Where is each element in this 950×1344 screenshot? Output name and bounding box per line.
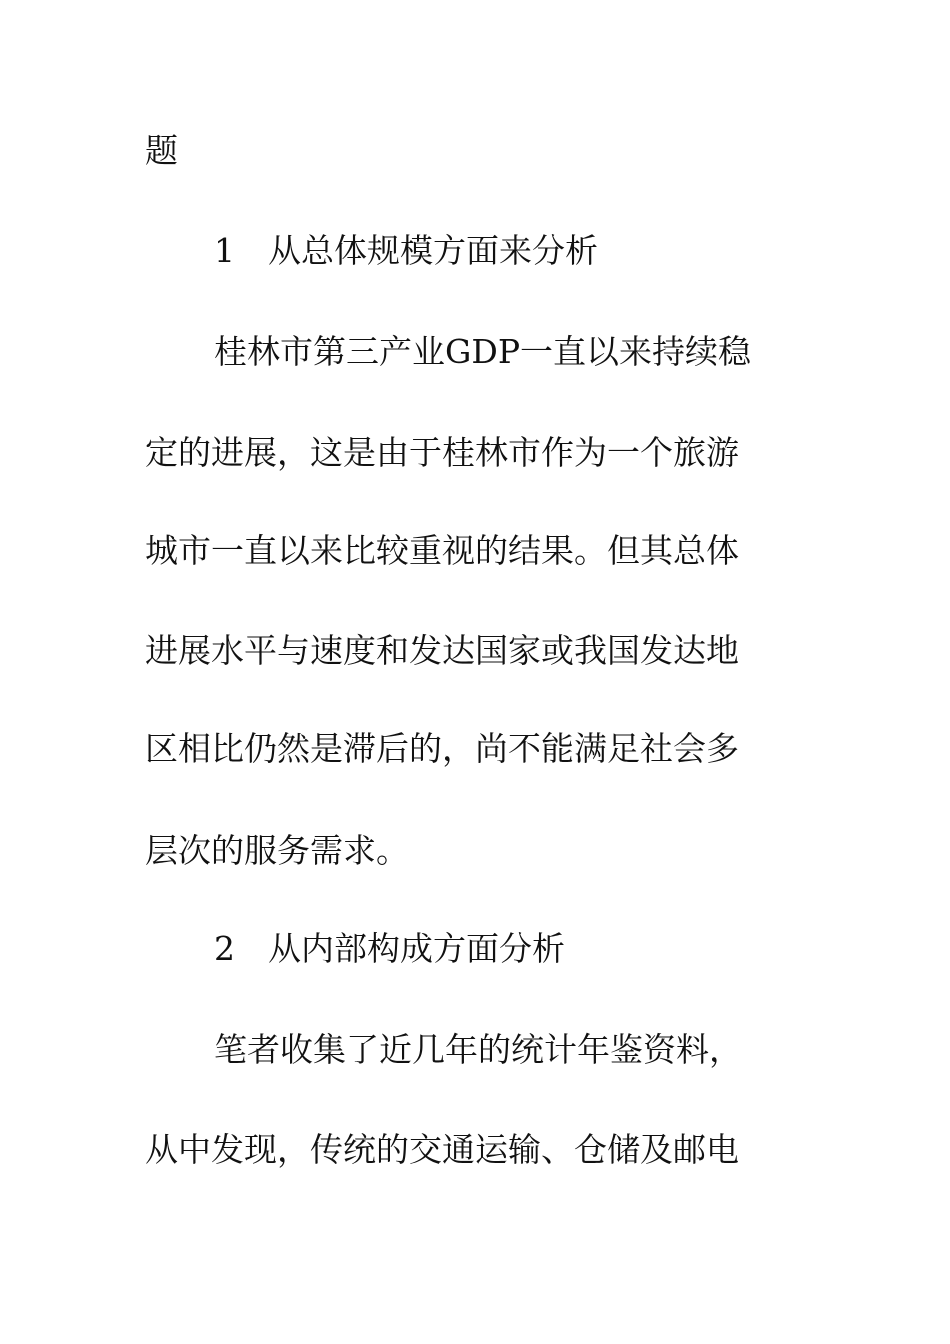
text-line-continuation: 题 <box>145 131 178 170</box>
section-heading-2: 2 从内部构成方面分析 <box>214 929 565 968</box>
paragraph-line: 从中发现，传统的交通运输、仓储及邮电 <box>145 1130 739 1169</box>
paragraph-line: 定的进展，这是由于桂林市作为一个旅游 <box>145 433 739 472</box>
paragraph-line: 进展水平与速度和发达国家或我国发达地 <box>145 631 739 670</box>
paragraph-line: 桂林市第三产业GDP一直以来持续稳 <box>214 332 752 371</box>
paragraph-line: 层次的服务需求。 <box>145 831 409 870</box>
paragraph-line: 城市一直以来比较重视的结果。但其总体 <box>145 531 739 570</box>
section-heading-1: 1 从总体规模方面来分析 <box>214 231 598 270</box>
paragraph-line: 笔者收集了近几年的统计年鉴资料， <box>214 1030 742 1069</box>
paragraph-line: 区相比仍然是滞后的，尚不能满足社会多 <box>145 729 739 768</box>
